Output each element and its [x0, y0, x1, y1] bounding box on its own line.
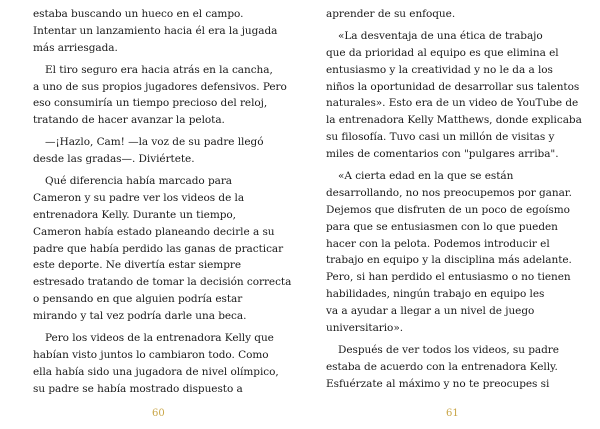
text-line: hacer con la pelota. Podemos introducir el [326, 237, 550, 250]
text-line: Cameron había estado planeando decirle a su [33, 225, 275, 238]
text-line: tratando de hacer avanzar la pelota. [33, 114, 225, 127]
text-line: estaba de acuerdo con la entrenadora Kelly. [326, 360, 558, 373]
text-line: la entrenadora Kelly Matthews, donde explicaba [326, 114, 582, 127]
text-line: niños la oportunidad de desarrollar sus talentos [326, 80, 580, 93]
right-page-number: 61 [446, 408, 459, 419]
text-line: padre que había perdido las ganas de practicar [33, 242, 284, 255]
text-line: estresado tratando de tomar la decisión correcta [33, 276, 292, 289]
text-line: universitario». [326, 322, 403, 335]
left-page-number: 60 [152, 408, 165, 419]
text-line: mirando y tal vez podría darle una beca. [33, 310, 247, 323]
text-line: Pero, si han perdido el entusiasmo o no tienen [326, 271, 571, 284]
text-line: para que se entusiasmen con lo que pueden [326, 220, 558, 233]
text-line: «La desventaja de una ética de trabajo [338, 29, 543, 42]
text-line: va a ayudar a llegar a un nivel de juego [326, 305, 535, 318]
text-line: entrenadora Kelly. Durante un tiempo, [33, 208, 236, 221]
text-line: a uno de sus propios jugadores defensivos. Pero [33, 80, 287, 93]
text-line: habilidades, ningún trabajo en equipo les [326, 288, 545, 301]
text-line: miles de comentarios con "pulgares arriba". [326, 148, 559, 161]
text-line: Intentar un lanzamiento hacia él era la jugada [33, 24, 278, 37]
text-line: naturales». Esto era de un video de YouTube de [326, 97, 579, 110]
text-line: que da prioridad al equipo es que elimina el [326, 46, 559, 59]
text-line: su padre se había mostrado dispuesto a [33, 382, 243, 395]
text-line: Después de ver todos los videos, su padre [338, 343, 559, 356]
left-page [33, 6, 292, 398]
text-line: desde las gradas—. Diviértete. [33, 153, 195, 166]
text-line: «A cierta edad en la que se están [338, 170, 514, 183]
text-line: Dejemos que disfruten de un poco de egoísmo [326, 203, 570, 216]
text-line: El tiro seguro era hacia atrás en la cancha, [45, 63, 273, 76]
text-line: entusiasmo y la creatividad y no le da a los [326, 63, 553, 76]
text-line: desarrollando, no nos preocupemos por ganar. [326, 186, 572, 199]
text-line: Cameron y su padre ver los videos de la [33, 191, 245, 204]
text-line: ella había sido una jugadora de nivel olímpico, [33, 365, 279, 378]
text-line: Esfuérzate al máximo y no te preocupes si [326, 377, 550, 390]
text-line: Pero los videos de la entrenadora Kelly que [45, 332, 274, 345]
right-page [326, 6, 582, 393]
text-line: este deporte. Ne divertía estar siempre [33, 259, 241, 272]
text-line: trabajo en equipo y la disciplina más adelante. [326, 254, 572, 267]
text-line: habían visto juntos lo cambiaron todo. Como [33, 348, 269, 361]
text-line: más arriesgada. [33, 41, 118, 54]
text-line: —¡Hazlo, Cam! —la voz de su padre llegó [45, 136, 264, 149]
text-line: su filosofía. Tuvo casi un millón de visitas y [326, 131, 555, 144]
text-line: Qué diferencia había marcado para [45, 175, 233, 188]
text-line: aprender de su enfoque. [326, 8, 456, 20]
text-line: eso consumiría un tiempo precioso del reloj, [33, 97, 268, 110]
text-line: o pensando en que alguien podría estar [33, 293, 243, 306]
text-line: estaba buscando un hueco en el campo. [33, 8, 244, 20]
